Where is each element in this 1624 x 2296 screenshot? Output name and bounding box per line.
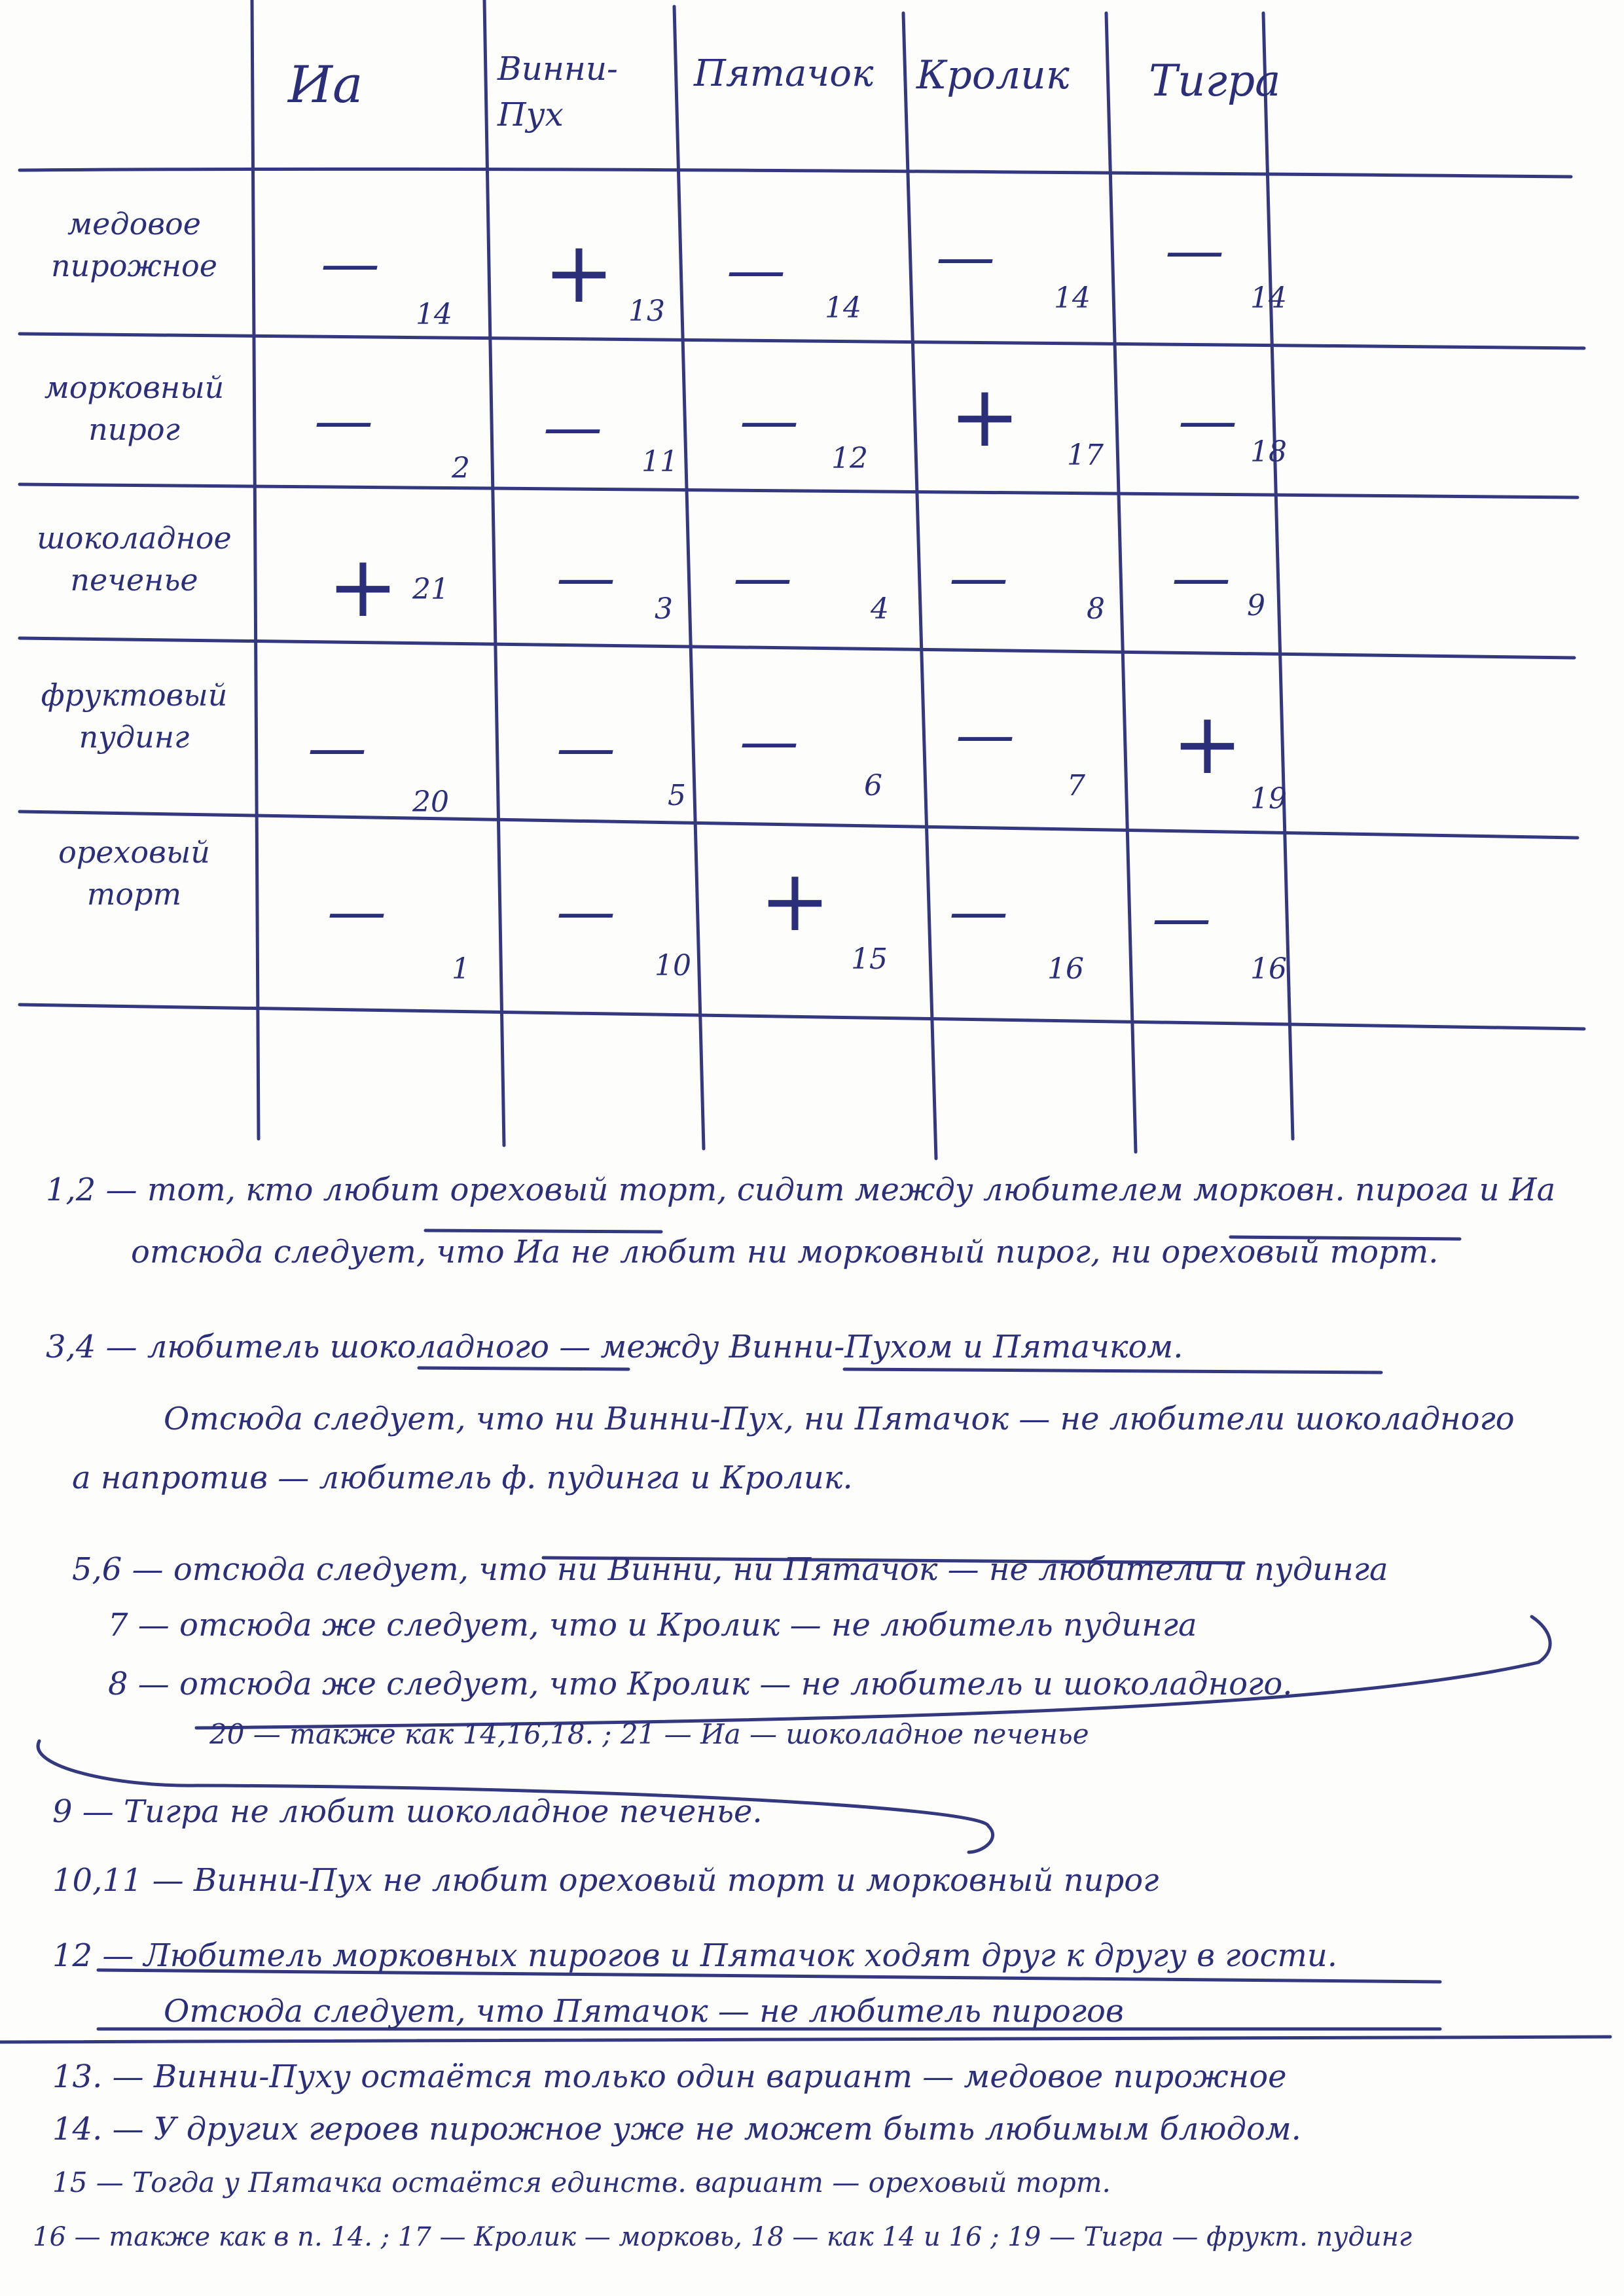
underline (419, 1368, 628, 1369)
col-header-ia: Иа (288, 56, 363, 115)
cell-mark: — (556, 713, 615, 782)
grid-vline (484, 0, 504, 1145)
cell-mark: — (1172, 543, 1231, 612)
cell-mark: — (314, 386, 373, 455)
cell-number: 9 (1247, 589, 1265, 622)
cell-number: 15 (851, 942, 888, 976)
note-line: 5,6 — отсюда следует, что ни Винни, ни Пятачок — не любители и пудинга (72, 1551, 1388, 1588)
cell-number: 1 (452, 952, 470, 986)
row-label-fruit-pudding: фруктовый пудинг (41, 677, 228, 755)
cell-number: 16 (1047, 952, 1084, 986)
note-line: 8 — отсюда же следует, что Кролик — не любитель и шоколадного. (108, 1666, 1293, 1702)
row-label-honey-cake: медовое пирожное (51, 206, 217, 283)
cell-mark: — (556, 877, 615, 946)
grid-hline (20, 812, 1578, 838)
grid-vline (252, 0, 259, 1139)
underline (844, 1369, 1381, 1372)
cell-number: 3 (655, 592, 673, 626)
cell-number: 14 (825, 291, 861, 325)
cell-mark: + (327, 537, 399, 636)
cell-number: 21 (412, 573, 449, 606)
cell-mark: — (556, 543, 615, 612)
divider (0, 2037, 1610, 2042)
note-line: а напротив — любитель ф. пудинга и Кролик. (72, 1460, 853, 1496)
cell-number: 14 (416, 298, 452, 331)
cell-number: 2 (452, 452, 470, 485)
cell-number: 18 (1250, 435, 1287, 469)
cell-mark: — (308, 713, 367, 782)
grid-vline (903, 13, 936, 1158)
cell-number: 14 (1054, 281, 1091, 315)
cell-mark: — (727, 236, 785, 304)
cell-mark: — (1165, 216, 1224, 285)
col-header-vinni: Винни-Пух (497, 50, 618, 134)
col-header-pyatachok: Пятачок (694, 52, 874, 95)
cell-mark: + (1172, 694, 1243, 793)
cell-mark: + (949, 367, 1020, 466)
cell-mark: + (759, 851, 831, 950)
cell-number: 16 (1250, 952, 1287, 986)
cell-mark: — (321, 229, 380, 298)
row-label-chocolate-cookies: шоколадное печенье (37, 520, 232, 598)
cell-number: 14 (1250, 281, 1287, 315)
row-label-nut-cake: ореховый торт (58, 834, 210, 912)
cell-number: 20 (412, 785, 449, 819)
note-line: 1,2 — тот, кто любит ореховый торт, сидит между любителем морковн. пирога и Иа (46, 1172, 1556, 1208)
note-line: 12 — Любитель морковных пирогов и Пятачок ходят друг к другу в гости. (52, 1937, 1338, 1974)
cell-number: 4 (871, 592, 889, 626)
note-line: отсюда следует, что Иа не любит ни морковный пирог, ни ореховый торт. (131, 1234, 1439, 1270)
row-label-carrot-pie: морковный пирог (44, 370, 225, 447)
cell-mark: — (956, 700, 1015, 769)
cell-number: 11 (641, 445, 678, 478)
note-line: 15 — Тогда у Пятачка остаётся единств. вариант — ореховый торт. (52, 2166, 1111, 2198)
cell-mark: — (1178, 386, 1237, 455)
grid-vline (1106, 13, 1136, 1152)
cell-mark: — (327, 877, 386, 946)
cell-number: 5 (668, 779, 686, 812)
cell-number: 12 (831, 442, 868, 475)
cell-mark: — (949, 543, 1008, 612)
note-line: 20 — также как 14,16,18. ; 21 — Иа — шоколадное печенье (209, 1718, 1089, 1750)
col-header-krolik: Кролик (916, 52, 1070, 98)
note-line: 9 — Тигра не любит шоколадное печенье. (52, 1793, 763, 1830)
cell-mark: — (733, 543, 792, 612)
cell-mark: — (543, 393, 602, 461)
underline (425, 1230, 661, 1232)
note-line: 10,11 — Винни-Пух не любит ореховый торт и морковный пирог (52, 1862, 1159, 1899)
note-line: Отсюда следует, что ни Винни-Пух, ни Пятачок — не любители шоколадного (164, 1401, 1515, 1437)
cell-number: 13 (628, 295, 665, 328)
note-line: 13. — Винни-Пуху остаётся только один вариант — медовое пирожное (52, 2058, 1287, 2095)
cell-number: 6 (864, 769, 882, 802)
cell-number: 19 (1250, 782, 1287, 816)
note-line: 16 — также как в п. 14. ; 17 — Кролик — морковь, 18 — как 14 и 16 ; 19 — Тигра — фрукт. пудинг (33, 2222, 1413, 2252)
note-line: Отсюда следует, что Пятачок — не любитель пирогов (164, 1993, 1124, 2030)
cell-number: 8 (1087, 592, 1105, 626)
grid-hline (20, 1005, 1584, 1029)
cell-mark: + (543, 223, 615, 322)
cell-mark: — (1152, 884, 1211, 952)
col-header-tigra: Тигра (1149, 56, 1281, 106)
note-line: 14. — У других героев пирожное уже не может быть любимым блюдом. (52, 2111, 1301, 2147)
cell-number: 17 (1067, 439, 1104, 472)
note-line: 7 — отсюда же следует, что и Кролик — не любитель пудинга (108, 1607, 1197, 1643)
cell-mark: — (740, 386, 799, 455)
cell-mark: — (936, 223, 995, 291)
grid-hline (20, 638, 1574, 658)
cell-mark: — (949, 877, 1008, 946)
note-line: 3,4 — любитель шоколадного — между Винни-Пухом и Пятачком. (46, 1329, 1183, 1365)
cell-number: 7 (1067, 769, 1085, 802)
cell-mark: — (740, 707, 799, 776)
cell-number: 10 (655, 949, 691, 982)
